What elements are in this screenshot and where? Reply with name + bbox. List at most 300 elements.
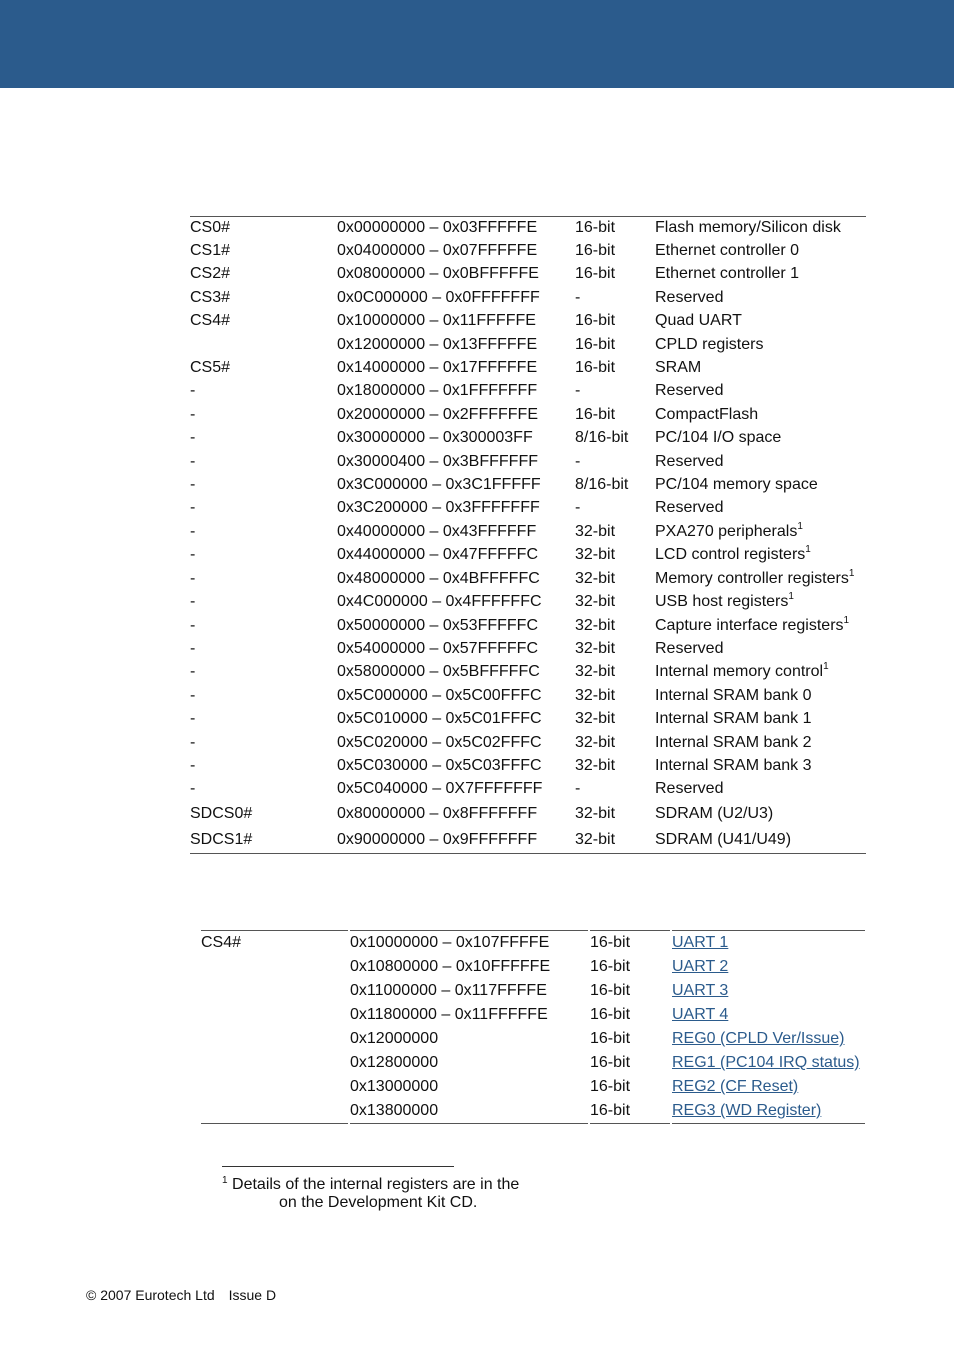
chip-select-cell-text: -	[190, 476, 196, 494]
address-range-cell-text: 0x14000000 – 0x17FFFFFE	[337, 359, 538, 377]
bus-width-cell-text: 32-bit	[575, 804, 616, 822]
bus-width-cell-text: 32-bit	[575, 733, 616, 751]
address-range-cell	[337, 637, 575, 660]
table-row	[190, 567, 866, 590]
register-cell	[671, 1003, 865, 1027]
bus-width-cell	[575, 707, 655, 730]
bus-width-cell-text: 32-bit	[575, 663, 616, 681]
description-cell-text: SDRAM (U2/U3)	[655, 804, 774, 822]
address-range-cell	[337, 426, 575, 449]
chip-select-cell	[190, 520, 337, 543]
description-cell-text: LCD control registers	[655, 546, 806, 564]
register-link[interactable]: REG3 (WD Register)	[672, 1102, 822, 1119]
address-range-cell	[337, 333, 575, 356]
chip-select-cell-text: -	[190, 593, 196, 611]
register-cell	[671, 1051, 865, 1075]
address-range-cell	[337, 614, 575, 637]
chip-select-cell	[190, 426, 337, 449]
chip-select-cell	[190, 239, 337, 262]
description-cell	[655, 731, 866, 754]
bus-width-text: 16-bit	[590, 1102, 631, 1119]
description-cell	[655, 286, 866, 309]
chip-select-cell	[190, 333, 337, 356]
bus-width-cell-text: 32-bit	[575, 546, 616, 564]
description-cell	[655, 684, 866, 707]
bus-width-cell	[575, 496, 655, 519]
copyright-text: © 2007 Eurotech Ltd	[86, 1287, 215, 1303]
bus-width-text: 16-bit	[590, 934, 631, 951]
bus-width-cell	[575, 403, 655, 426]
table-row	[190, 262, 866, 285]
address-cell	[349, 1027, 589, 1051]
chip-select-cell	[190, 217, 337, 240]
address-text: 0x13000000	[350, 1078, 439, 1095]
address-range-cell	[337, 379, 575, 402]
footnote-rule	[222, 1166, 454, 1167]
address-range-cell	[337, 450, 575, 473]
chip-select-cell-text: -	[190, 429, 196, 447]
table-row	[190, 590, 866, 613]
address-range-cell	[337, 801, 575, 827]
chip-select-cell-text: -	[190, 382, 196, 400]
address-range-cell	[337, 473, 575, 496]
description-cell-text: Internal SRAM bank 2	[655, 733, 812, 751]
footnote-text: Details of the internal registers are in the	[232, 1176, 520, 1193]
address-range-cell	[337, 309, 575, 332]
address-range-cell-text: 0x5C040000 – 0X7FFFFFFF	[337, 780, 543, 798]
table-row	[190, 379, 866, 402]
register-link[interactable]: UART 2	[672, 958, 729, 975]
chip-select-cell-text: -	[190, 569, 196, 587]
bus-width-cell	[575, 450, 655, 473]
cs4-map-table	[201, 930, 865, 1124]
bus-width-cell	[589, 955, 671, 979]
chip-select-cell	[190, 286, 337, 309]
bus-width-cell-text: 16-bit	[575, 265, 616, 283]
address-range-cell	[337, 286, 575, 309]
address-range-cell-text: 0x0C000000 – 0x0FFFFFFF	[337, 288, 540, 306]
register-cell	[671, 931, 865, 956]
bus-width-cell	[575, 473, 655, 496]
description-cell-text: Ethernet controller 1	[655, 265, 800, 283]
table-row	[190, 684, 866, 707]
chip-select-cell-text: CS1#	[190, 242, 231, 259]
table-row	[190, 403, 866, 426]
bus-width-cell	[589, 1099, 671, 1124]
table-row	[190, 496, 866, 519]
bus-width-cell	[589, 1075, 671, 1099]
bus-width-cell	[575, 614, 655, 637]
description-cell-text: Internal memory control	[655, 663, 824, 681]
bus-width-cell	[575, 309, 655, 332]
description-cell-text: SDRAM (U41/U49)	[655, 830, 792, 848]
description-cell-text: CompactFlash	[655, 405, 759, 423]
chip-select-cell-text: -	[190, 710, 196, 728]
description-cell-text: Reserved	[655, 382, 724, 400]
chip-select-cell-text: -	[190, 522, 196, 540]
address-cell	[349, 931, 589, 956]
table-row	[190, 660, 866, 683]
chip-select-cell	[190, 684, 337, 707]
chip-select-cell	[190, 473, 337, 496]
table-row	[190, 239, 866, 262]
address-range-cell	[337, 262, 575, 285]
description-cell	[655, 637, 866, 660]
page-footer	[86, 1286, 276, 1304]
bus-width-cell	[589, 979, 671, 1003]
address-range-cell-text: 0x5C020000 – 0x5C02FFFC	[337, 733, 542, 751]
bus-width-cell	[575, 567, 655, 590]
address-range-cell-text: 0x20000000 – 0x2FFFFFFE	[337, 405, 538, 423]
address-cell	[349, 1075, 589, 1099]
chip-select-cell-text: -	[190, 405, 196, 423]
register-link[interactable]: REG2 (CF Reset)	[672, 1078, 799, 1095]
table-row	[190, 356, 866, 379]
chip-select-cell	[190, 637, 337, 660]
address-range-cell-text: 0x3C000000 – 0x3C1FFFFF	[337, 476, 541, 494]
bus-width-cell-text: -	[575, 452, 581, 470]
description-cell	[655, 333, 866, 356]
address-text: 0x10800000 – 0x10FFFFFE	[350, 958, 551, 975]
address-text: 0x10000000 – 0x107FFFFE	[350, 934, 550, 951]
address-cell	[349, 955, 589, 979]
address-text: 0x12800000	[350, 1054, 439, 1071]
description-cell-text: Reserved	[655, 288, 724, 306]
footnote-ref: 1	[848, 567, 855, 579]
register-link[interactable]: UART 4	[672, 1006, 729, 1023]
address-range-cell	[337, 777, 575, 800]
table-row	[190, 450, 866, 473]
bus-width-text: 16-bit	[590, 1030, 631, 1047]
address-range-cell-text: 0x50000000 – 0x53FFFFFC	[337, 616, 538, 634]
description-cell-text: Flash memory/Silicon disk	[655, 219, 841, 236]
address-range-cell-text: 0x80000000 – 0x8FFFFFFF	[337, 804, 538, 822]
chip-select-cell	[190, 262, 337, 285]
header-banner	[0, 0, 954, 88]
bus-width-text: 16-bit	[590, 958, 631, 975]
chip-select-text: CS4#	[201, 934, 242, 951]
description-cell-text: Internal SRAM bank 3	[655, 756, 812, 774]
bus-width-cell	[575, 286, 655, 309]
bus-width-cell-text: 16-bit	[575, 335, 616, 353]
description-cell-text: Reserved	[655, 452, 724, 470]
description-cell	[655, 543, 866, 566]
bus-width-cell	[575, 333, 655, 356]
table-row	[190, 426, 866, 449]
chip-select-cell-text: CS5#	[190, 359, 231, 377]
description-cell-text: Reserved	[655, 499, 724, 517]
footnote-line1	[222, 1176, 519, 1194]
bus-width-cell	[589, 1003, 671, 1027]
register-cell	[671, 1099, 865, 1124]
table-row	[190, 473, 866, 496]
description-cell-text: PC/104 memory space	[655, 476, 818, 494]
chip-select-cell-text: -	[190, 733, 196, 751]
bus-width-cell-text: 16-bit	[575, 405, 616, 423]
bus-width-cell-text: 32-bit	[575, 686, 616, 704]
address-cell	[349, 1051, 589, 1075]
address-text: 0x11800000 – 0x11FFFFFE	[350, 1006, 548, 1023]
bus-width-cell	[575, 590, 655, 613]
bus-width-cell	[575, 379, 655, 402]
description-cell	[655, 827, 866, 854]
bus-width-cell	[575, 217, 655, 240]
description-cell	[655, 801, 866, 827]
chip-select-cell	[190, 450, 337, 473]
chip-select-cell	[190, 590, 337, 613]
table-row	[190, 754, 866, 777]
bus-width-text: 16-bit	[590, 982, 631, 999]
address-range-cell	[337, 520, 575, 543]
description-cell	[655, 379, 866, 402]
bus-width-cell	[575, 426, 655, 449]
table-row	[190, 637, 866, 660]
bus-width-cell	[575, 777, 655, 800]
description-cell	[655, 590, 866, 613]
address-text: 0x13800000	[350, 1102, 439, 1119]
bus-width-cell-text: 32-bit	[575, 593, 616, 611]
description-cell-text: Internal SRAM bank 0	[655, 686, 812, 704]
description-cell-text: Memory controller registers	[655, 569, 849, 587]
table-row	[190, 286, 866, 309]
description-cell-text: Internal SRAM bank 1	[655, 710, 812, 728]
description-cell	[655, 496, 866, 519]
description-cell	[655, 660, 866, 683]
chip-select-cell	[190, 614, 337, 637]
register-link[interactable]: UART 3	[672, 982, 729, 999]
chip-select-cell-text: -	[190, 663, 196, 681]
chip-select-cell	[190, 543, 337, 566]
table-row	[190, 707, 866, 730]
description-cell	[655, 426, 866, 449]
chip-select-cell	[190, 754, 337, 777]
address-cell	[349, 1003, 589, 1027]
address-range-cell-text: 0x18000000 – 0x1FFFFFFF	[337, 382, 538, 400]
bus-width-text: 16-bit	[590, 1006, 631, 1023]
register-link[interactable]: UART 1	[672, 934, 729, 951]
footnote-ref: 1	[843, 614, 850, 626]
bus-width-cell-text: 16-bit	[575, 312, 616, 330]
table-row	[190, 309, 866, 332]
chip-select-cell	[190, 707, 337, 730]
chip-select-cell-text: -	[190, 639, 196, 657]
address-range-cell-text: 0x48000000 – 0x4BFFFFFC	[337, 569, 540, 587]
bus-width-cell	[575, 684, 655, 707]
bus-width-cell-text: 32-bit	[575, 569, 616, 587]
chip-select-cell-text: -	[190, 756, 196, 774]
chip-select-cell	[190, 827, 337, 854]
chip-select-cell-text: CS3#	[190, 288, 231, 306]
table-row	[190, 801, 866, 827]
chip-select-cell-text: -	[190, 499, 196, 517]
address-cell	[349, 979, 589, 1003]
chip-select-cell-text: -	[190, 616, 196, 634]
chip-select-cell	[190, 801, 337, 827]
chip-select-cell-text: SDCS0#	[190, 804, 253, 822]
description-cell	[655, 754, 866, 777]
address-range-cell	[337, 684, 575, 707]
bus-width-cell-text: -	[575, 780, 581, 798]
table-row	[190, 614, 866, 637]
description-cell-text: Reserved	[655, 639, 724, 657]
chip-select-cell	[190, 379, 337, 402]
table-row	[190, 333, 866, 356]
table-row	[190, 543, 866, 566]
description-cell	[655, 309, 866, 332]
description-cell	[655, 520, 866, 543]
bus-width-cell-text: 16-bit	[575, 242, 616, 259]
chip-select-cell-text: SDCS1#	[190, 830, 253, 848]
bus-width-cell-text: -	[575, 382, 581, 400]
register-cell	[671, 1075, 865, 1099]
footnote-ref: 1	[788, 591, 794, 603]
address-text: 0x11000000 – 0x117FFFFE	[350, 982, 547, 999]
footnote-ref: 1	[805, 544, 811, 556]
table-row	[190, 777, 866, 800]
chip-select-cell	[190, 309, 337, 332]
bus-width-cell	[575, 356, 655, 379]
chip-select-cell-text: -	[190, 686, 196, 704]
description-cell-text: SRAM	[655, 359, 702, 377]
address-range-cell-text: 0x4C000000 – 0x4FFFFFFC	[337, 593, 542, 611]
description-cell	[655, 356, 866, 379]
register-cell	[671, 979, 865, 1003]
bus-width-cell-text: 32-bit	[575, 830, 616, 848]
description-cell-text: PXA270 peripherals	[655, 522, 798, 540]
bus-width-text: 16-bit	[590, 1054, 631, 1071]
description-cell	[655, 473, 866, 496]
chip-select-cell-text: CS4#	[190, 312, 231, 330]
address-range-cell	[337, 403, 575, 426]
description-cell-text: CPLD registers	[655, 335, 764, 353]
chip-select-cell-text: -	[190, 452, 196, 470]
bus-width-cell-text: 32-bit	[575, 616, 616, 634]
bus-width-cell	[575, 637, 655, 660]
address-range-cell-text: 0x5C000000 – 0x5C00FFFC	[337, 686, 542, 704]
chip-select-cell	[190, 567, 337, 590]
register-cell	[671, 1027, 865, 1051]
description-cell	[655, 777, 866, 800]
bus-width-cell-text: 32-bit	[575, 522, 616, 540]
chip-select-cell	[190, 403, 337, 426]
description-cell	[655, 262, 866, 285]
issue-text: Issue D	[228, 1287, 277, 1303]
address-range-cell	[337, 754, 575, 777]
chip-select-cell	[190, 356, 337, 379]
table-row	[190, 731, 866, 754]
register-link[interactable]: REG0 (CPLD Ver/Issue)	[672, 1030, 845, 1047]
address-range-cell-text: 0x5C030000 – 0x5C03FFFC	[337, 756, 542, 774]
address-range-cell	[337, 567, 575, 590]
address-range-cell-text: 0x10000000 – 0x11FFFFFE	[337, 312, 536, 330]
bus-width-text: 16-bit	[590, 1078, 631, 1095]
bus-width-cell	[575, 731, 655, 754]
bus-width-cell	[589, 1027, 671, 1051]
table-row	[190, 217, 866, 240]
description-cell	[655, 614, 866, 637]
description-cell	[655, 239, 866, 262]
chip-select-cell-text: -	[190, 780, 196, 798]
table-row	[190, 520, 866, 543]
address-range-cell-text: 0x12000000 – 0x13FFFFFE	[337, 335, 538, 353]
address-range-cell	[337, 590, 575, 613]
chip-select-cell-text: -	[190, 546, 196, 564]
address-range-cell	[337, 660, 575, 683]
address-range-cell	[337, 217, 575, 240]
address-range-cell-text: 0x54000000 – 0x57FFFFFC	[337, 639, 538, 657]
memory-map-table	[190, 216, 866, 854]
address-range-cell-text: 0x30000400 – 0x3BFFFFFF	[337, 452, 538, 470]
chip-select-cell-text: CS0#	[190, 219, 231, 236]
bus-width-cell-text: 16-bit	[575, 219, 616, 236]
chip-select-cell	[190, 660, 337, 683]
bus-width-cell	[575, 262, 655, 285]
bus-width-cell	[589, 931, 671, 956]
bus-width-cell-text: 32-bit	[575, 756, 616, 774]
bus-width-cell-text: 32-bit	[575, 710, 616, 728]
address-range-cell-text: 0x40000000 – 0x43FFFFFF	[337, 522, 537, 540]
description-cell-text: Capture interface registers	[655, 616, 844, 634]
address-range-cell-text: 0x3C200000 – 0x3FFFFFFF	[337, 499, 540, 517]
address-range-cell-text: 0x5C010000 – 0x5C01FFFC	[337, 710, 542, 728]
bus-width-cell-text: 8/16-bit	[575, 429, 629, 447]
table-row	[201, 931, 865, 956]
chip-select-cell-text: CS2#	[190, 265, 231, 283]
footnote-ref: 1	[797, 520, 803, 532]
bus-width-cell	[575, 801, 655, 827]
address-range-cell	[337, 731, 575, 754]
description-cell	[655, 403, 866, 426]
bus-width-cell	[575, 543, 655, 566]
address-range-cell	[337, 707, 575, 730]
bus-width-cell-text: 8/16-bit	[575, 476, 629, 494]
footnote-mark: 1	[222, 1175, 228, 1186]
address-range-cell-text: 0x30000000 – 0x300003FF	[337, 429, 533, 447]
description-cell	[655, 707, 866, 730]
address-range-cell	[337, 827, 575, 854]
description-cell-text: Quad UART	[655, 312, 742, 330]
address-range-cell-text: 0x00000000 – 0x03FFFFFE	[337, 219, 538, 236]
address-range-cell	[337, 543, 575, 566]
footnote-line2: on the Development Kit CD.	[279, 1194, 478, 1211]
address-range-cell-text: 0x44000000 – 0x47FFFFFC	[337, 546, 538, 564]
bus-width-cell	[575, 660, 655, 683]
address-range-cell-text: 0x04000000 – 0x07FFFFFE	[337, 242, 538, 259]
register-cell	[671, 955, 865, 979]
description-cell	[655, 450, 866, 473]
chip-select-cell	[201, 931, 349, 1124]
chip-select-cell	[190, 496, 337, 519]
address-text: 0x12000000	[350, 1030, 439, 1047]
bus-width-cell	[589, 1051, 671, 1075]
description-cell-text: Ethernet controller 0	[655, 242, 800, 259]
address-range-cell-text: 0x90000000 – 0x9FFFFFFF	[337, 830, 538, 848]
register-link[interactable]: REG1 (PC104 IRQ status)	[672, 1054, 860, 1071]
description-cell	[655, 217, 866, 240]
address-cell	[349, 1099, 589, 1124]
description-cell-text: USB host registers	[655, 593, 789, 611]
address-range-cell-text: 0x58000000 – 0x5BFFFFFC	[337, 663, 540, 681]
bus-width-cell-text: 16-bit	[575, 359, 616, 377]
bus-width-cell-text: -	[575, 499, 581, 517]
chip-select-cell	[190, 731, 337, 754]
description-cell-text: PC/104 I/O space	[655, 429, 782, 447]
address-range-cell	[337, 356, 575, 379]
address-range-cell	[337, 496, 575, 519]
bus-width-cell-text: 32-bit	[575, 639, 616, 657]
bus-width-cell-text: -	[575, 288, 581, 306]
bus-width-cell	[575, 754, 655, 777]
